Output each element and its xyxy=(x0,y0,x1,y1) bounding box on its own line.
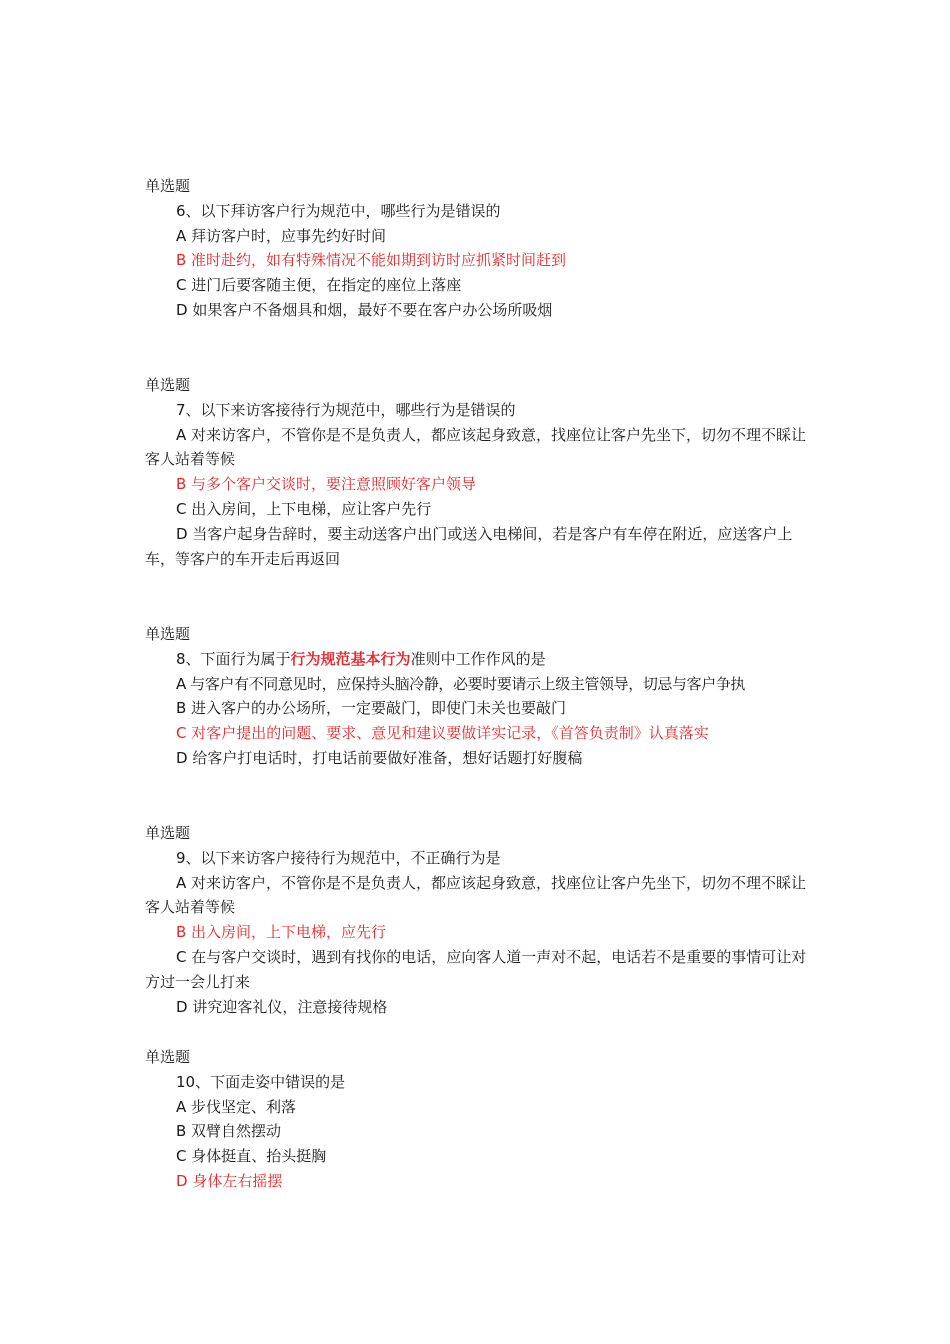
question-type-label: 单选题 xyxy=(145,376,191,394)
question-stem: 7、以下来访客接待行为规范中，哪些行为是错误的 xyxy=(176,400,516,419)
option-c: C 在与客户交谈时，遇到有找你的电话，应向客人道一声对不起，电话若不是重要的事情可让对方过一会儿打来 xyxy=(145,947,807,991)
question-9 xyxy=(145,821,810,1019)
question-stem: 10、下面走姿中错误的是 xyxy=(176,1072,346,1091)
option-b-correct: B 准时赴约，如有特殊情况不能如期到访时应抓紧时间赶到 xyxy=(176,251,567,270)
question-10 xyxy=(145,1045,810,1194)
option-b-correct: B 与多个客户交谈时，要注意照顾好客户领导 xyxy=(176,475,477,494)
option-a: A 与客户有不同意见时，应保持头脑冷静，必要时要请示上级主管领导，切忌与客户争执 xyxy=(176,674,746,693)
option-a: A 对来访客户，不管你是不是负责人，都应该起身致意，找座位让客户先坐下，切勿不理不睬让客人站着等候 xyxy=(145,873,807,917)
option-a: A 拜访客户时，应事先约好时间 xyxy=(176,226,387,245)
question-type-label: 单选题 xyxy=(145,625,191,643)
question-6 xyxy=(145,174,810,323)
stem-prefix: 8、下面行为属于 xyxy=(176,649,291,668)
option-b-correct: B 出入房间，上下电梯，应先行 xyxy=(176,923,387,942)
question-stem: 9、以下来访客户接待行为规范中，不正确行为是 xyxy=(176,848,501,867)
option-c: C 身体挺直、抬头挺胸 xyxy=(176,1147,327,1166)
question-type-label: 单选题 xyxy=(145,177,191,195)
stem-suffix: 准则中工作作风的是 xyxy=(410,649,546,668)
option-d-correct: D 身体左右摇摆 xyxy=(176,1171,283,1190)
option-d: D 给客户打电话时，打电话前要做好准备，想好话题打好腹稿 xyxy=(176,748,583,767)
option-a: A 步伐坚定、利落 xyxy=(176,1097,297,1116)
question-7 xyxy=(145,373,810,571)
option-d: D 如果客户不备烟具和烟，最好不要在客户办公场所吸烟 xyxy=(176,300,553,319)
option-b: B 进入客户的办公场所，一定要敲门，即使门未关也要敲门 xyxy=(176,699,567,718)
question-type-label: 单选题 xyxy=(145,1048,191,1066)
question-stem: 6、以下拜访客户行为规范中，哪些行为是错误的 xyxy=(176,201,501,220)
stem-emphasis: 行为规范基本行为 xyxy=(290,649,411,668)
question-stem xyxy=(145,647,810,672)
question-type-label: 单选题 xyxy=(145,824,191,842)
option-c: C 进门后要客随主便，在指定的座位上落座 xyxy=(176,276,462,295)
option-b: B 双臂自然摆动 xyxy=(176,1122,282,1141)
question-8 xyxy=(145,622,810,771)
option-c-correct: C 对客户提出的问题、要求、意见和建议要做详实记录，《首答负责制》认真落实 xyxy=(176,724,709,743)
option-a: A 对来访客户，不管你是不是负责人，都应该起身致意，找座位让客户先坐下，切勿不理不睬让客人站着等候 xyxy=(145,425,807,469)
option-c: C 出入房间，上下电梯，应让客户先行 xyxy=(176,499,432,518)
option-d: D 讲究迎客礼仪，注意接待规格 xyxy=(176,997,388,1016)
option-d: D 当客户起身告辞时，要主动送客户出门或送入电梯间，若是客户有车停在附近，应送客户上车，等客户的车开走后再返回 xyxy=(145,524,793,568)
